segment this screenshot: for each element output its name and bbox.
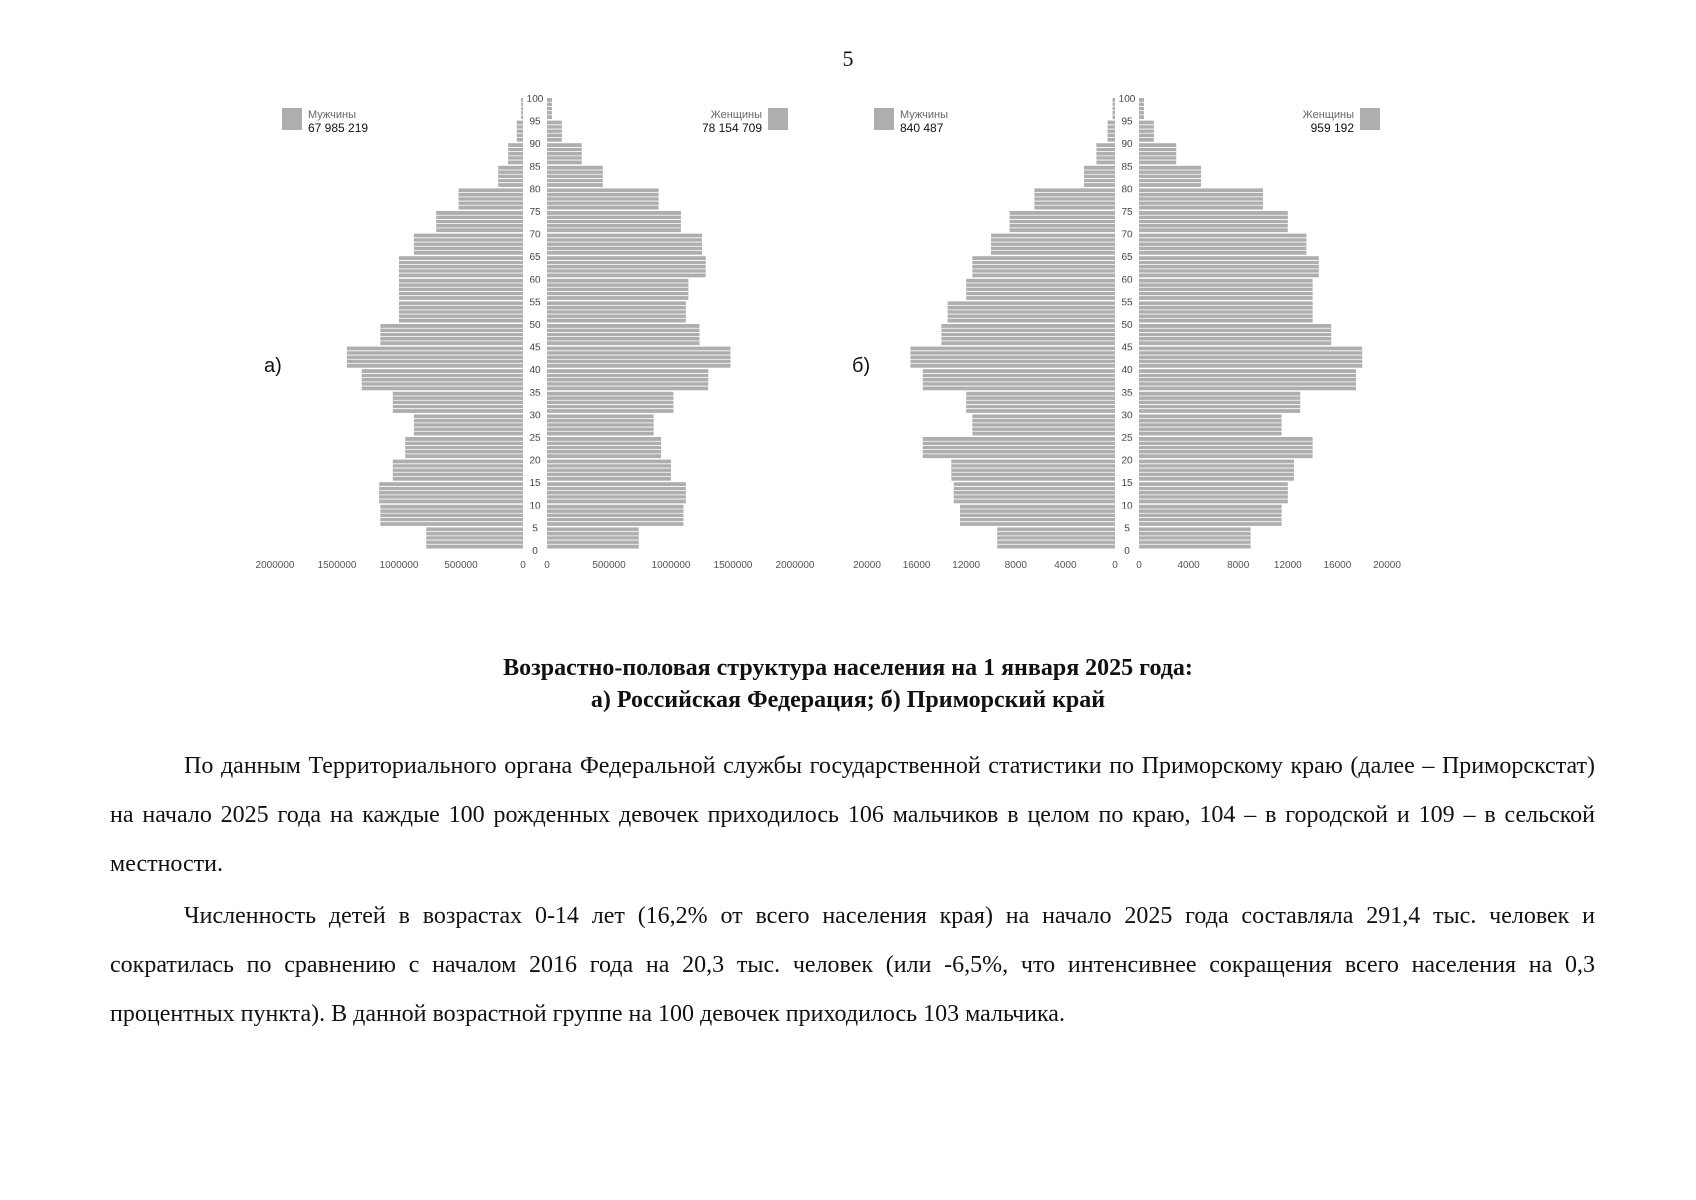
male-bar	[399, 301, 523, 322]
male-bar	[380, 505, 523, 526]
female-bar	[1139, 188, 1263, 209]
age-tick-label: 15	[1121, 478, 1133, 490]
female-bar	[1139, 143, 1176, 164]
x-tick-label-left: 1000000	[379, 560, 419, 571]
female-bar	[547, 279, 688, 300]
age-tick-label: 10	[1121, 500, 1133, 512]
legend-label-male: Мужчины	[308, 109, 357, 121]
legend-swatch-male	[282, 108, 302, 130]
age-tick-label: 100	[526, 94, 544, 105]
male-bar	[951, 460, 1115, 481]
legend-total-male: 67 985 219	[308, 121, 369, 135]
female-bar	[547, 347, 731, 368]
legend-total-female: 959 192	[1310, 121, 1354, 135]
x-tick-label-left: 1500000	[317, 560, 357, 571]
female-bar	[547, 211, 681, 232]
age-tick-label: 5	[1124, 523, 1130, 535]
legend-swatch-male	[874, 108, 894, 130]
age-tick-label: 20	[529, 455, 541, 467]
panel-label-b: б)	[852, 355, 871, 377]
x-tick-label-right: 0	[544, 560, 550, 571]
age-tick-label: 40	[1121, 365, 1133, 377]
female-bar	[1139, 460, 1294, 481]
male-bar	[954, 482, 1115, 503]
female-bar	[1139, 369, 1356, 390]
female-bar	[547, 143, 582, 164]
female-bar	[547, 234, 702, 255]
age-tick-label: 55	[1121, 297, 1133, 309]
x-tick-label-left: 16000	[902, 560, 931, 571]
age-tick-label: 70	[529, 229, 541, 241]
x-tick-label-right: 16000	[1323, 560, 1352, 571]
age-tick-label: 35	[529, 387, 541, 399]
paragraph-children-count: Численность детей в возрастах 0-14 лет (16,2% от всего населения края) на начало 2025 года составляла 291,4 тыс. человек и сократилась по сравнению с началом 2016 года на 20,3 тыс. человек (или -6,5%, что интенсивнее сокращения всего населения на 0,3 процентных пункта). В данной возрастной группе на 100 девочек приходилось 103 мальчика.	[110, 903, 1595, 1027]
age-tick-label: 45	[529, 342, 541, 354]
age-tick-label: 30	[529, 410, 541, 422]
legend-label-female: Женщины	[710, 109, 762, 121]
age-tick-label: 0	[532, 546, 538, 557]
x-tick-label-right: 20000	[1373, 560, 1401, 571]
age-tick-label: 75	[529, 207, 541, 218]
female-bar	[547, 98, 552, 119]
male-bar	[1113, 98, 1115, 119]
male-bar	[521, 98, 523, 119]
age-tick-label: 85	[1121, 161, 1133, 173]
age-tick-label: 10	[529, 500, 541, 512]
male-bar	[972, 256, 1115, 277]
x-tick-label-right: 0	[1136, 560, 1142, 571]
male-bar	[910, 347, 1115, 368]
male-bar	[923, 437, 1115, 458]
male-bar	[498, 166, 523, 187]
female-bar	[547, 324, 700, 345]
male-bar	[1010, 211, 1115, 232]
female-bar	[547, 166, 603, 187]
x-tick-label-left: 0	[520, 560, 526, 571]
age-tick-label: 80	[1121, 184, 1133, 196]
female-bar	[547, 414, 654, 435]
male-bar	[347, 347, 523, 368]
age-tick-label: 60	[529, 274, 541, 286]
female-bar	[1139, 505, 1282, 526]
x-tick-label-left: 2000000	[255, 560, 295, 571]
female-bar	[547, 369, 708, 390]
female-bar	[547, 256, 706, 277]
male-bar	[379, 482, 523, 503]
male-bar	[414, 234, 523, 255]
female-bar	[1139, 414, 1282, 435]
population-pyramid-russia	[255, 90, 815, 580]
age-tick-label: 50	[1121, 320, 1133, 331]
x-tick-label-right: 12000	[1273, 560, 1302, 571]
male-bar	[1034, 188, 1115, 209]
female-bar	[1139, 121, 1154, 142]
male-bar	[414, 414, 523, 435]
male-bar	[1108, 121, 1115, 142]
female-bar	[1139, 301, 1313, 322]
male-bar	[393, 460, 523, 481]
age-tick-label: 90	[529, 139, 541, 151]
age-tick-label: 40	[529, 365, 541, 377]
x-tick-label-right: 1500000	[713, 560, 753, 571]
caption-line-1: Возрастно-половая структура населения на 1 января 2025 года:	[503, 655, 1193, 681]
x-tick-label-right: 2000000	[775, 560, 815, 571]
age-tick-label: 80	[529, 184, 541, 196]
female-bar	[1139, 98, 1144, 119]
x-tick-label-right: 4000	[1177, 560, 1200, 571]
figure-caption	[0, 652, 1696, 716]
female-bar	[1139, 482, 1288, 503]
female-bar	[1139, 279, 1313, 300]
female-bar	[547, 301, 686, 322]
age-tick-label: 55	[529, 297, 541, 309]
male-bar	[393, 392, 523, 413]
female-bar	[547, 482, 686, 503]
caption-line-2: а) Российская Федерация; б) Приморский край	[590, 687, 1106, 713]
male-bar	[1096, 143, 1115, 164]
male-bar	[948, 301, 1115, 322]
x-tick-label-left: 8000	[1004, 560, 1027, 571]
age-tick-label: 85	[529, 161, 541, 173]
male-bar	[362, 369, 523, 390]
x-tick-label-left: 20000	[853, 560, 881, 571]
male-bar	[405, 437, 523, 458]
age-tick-label: 75	[1121, 207, 1133, 218]
male-bar	[960, 505, 1115, 526]
male-bar	[997, 527, 1115, 548]
age-tick-label: 45	[1121, 342, 1133, 354]
population-pyramid-primorsky	[853, 90, 1401, 580]
female-bar	[1139, 527, 1251, 548]
age-tick-label: 30	[1121, 410, 1133, 422]
x-tick-label-left: 4000	[1054, 560, 1077, 571]
female-bar	[1139, 392, 1300, 413]
female-bar	[547, 505, 683, 526]
age-tick-label: 60	[1121, 274, 1133, 286]
x-tick-label-right: 1000000	[651, 560, 691, 571]
male-bar	[399, 256, 523, 277]
x-tick-label-left: 0	[1112, 560, 1118, 571]
age-tick-label: 25	[1121, 433, 1133, 444]
age-tick-label: 35	[1121, 387, 1133, 399]
legend-swatch-female	[1360, 108, 1380, 130]
age-tick-label: 100	[1118, 94, 1136, 105]
female-bar	[547, 188, 659, 209]
age-tick-label: 15	[529, 478, 541, 490]
legend-total-male: 840 487	[900, 121, 944, 135]
male-bar	[966, 392, 1115, 413]
x-tick-label-right: 8000	[1227, 560, 1250, 571]
female-bar	[1139, 437, 1313, 458]
pyramid-svg	[853, 90, 1401, 580]
female-bar	[1139, 256, 1319, 277]
panel-label-a: а)	[264, 355, 282, 377]
female-bar	[1139, 324, 1331, 345]
age-tick-label: 25	[529, 433, 541, 444]
male-bar	[436, 211, 523, 232]
male-bar	[941, 324, 1115, 345]
x-tick-label-left: 12000	[952, 560, 981, 571]
male-bar	[972, 414, 1115, 435]
female-bar	[547, 460, 671, 481]
legend-label-female: Женщины	[1302, 109, 1354, 121]
male-bar	[517, 121, 523, 142]
page-number: 5	[842, 46, 854, 71]
age-tick-label: 20	[1121, 455, 1133, 467]
female-bar	[1139, 347, 1362, 368]
male-bar	[380, 324, 523, 345]
age-tick-label: 95	[1121, 116, 1133, 128]
age-tick-label: 65	[1121, 252, 1133, 264]
male-bar	[426, 527, 523, 548]
female-bar	[1139, 166, 1201, 187]
male-bar	[923, 369, 1115, 390]
female-bar	[547, 437, 661, 458]
age-tick-label: 95	[529, 116, 541, 128]
male-bar	[399, 279, 523, 300]
male-bar	[1084, 166, 1115, 187]
legend-total-female: 78 154 709	[701, 121, 762, 135]
male-bar	[966, 279, 1115, 300]
x-tick-label-left: 500000	[444, 560, 478, 571]
x-tick-label-right: 500000	[592, 560, 626, 571]
male-bar	[459, 188, 523, 209]
female-bar	[1139, 211, 1288, 232]
male-bar	[991, 234, 1115, 255]
age-tick-label: 5	[532, 523, 538, 535]
pyramid-svg	[255, 90, 815, 580]
age-tick-label: 65	[529, 252, 541, 264]
age-tick-label: 90	[1121, 139, 1133, 151]
female-bar	[547, 121, 562, 142]
age-tick-label: 0	[1124, 546, 1130, 557]
paragraph-sex-ratio-births: По данным Территориального органа Федеральной службы государственной статистики по Приморскому краю (далее – Приморскстат) на начало 2025 года на каждые 100 рожденных девочек приходилось 106 мальчиков в целом по краю, 104 – в городской и 109 – в сельской местности.	[110, 753, 1595, 877]
legend-label-male: Мужчины	[900, 109, 949, 121]
female-bar	[1139, 234, 1306, 255]
female-bar	[547, 527, 639, 548]
age-tick-label: 50	[529, 320, 541, 331]
legend-swatch-female	[768, 108, 788, 130]
age-tick-label: 70	[1121, 229, 1133, 241]
male-bar	[508, 143, 523, 164]
female-bar	[547, 392, 673, 413]
